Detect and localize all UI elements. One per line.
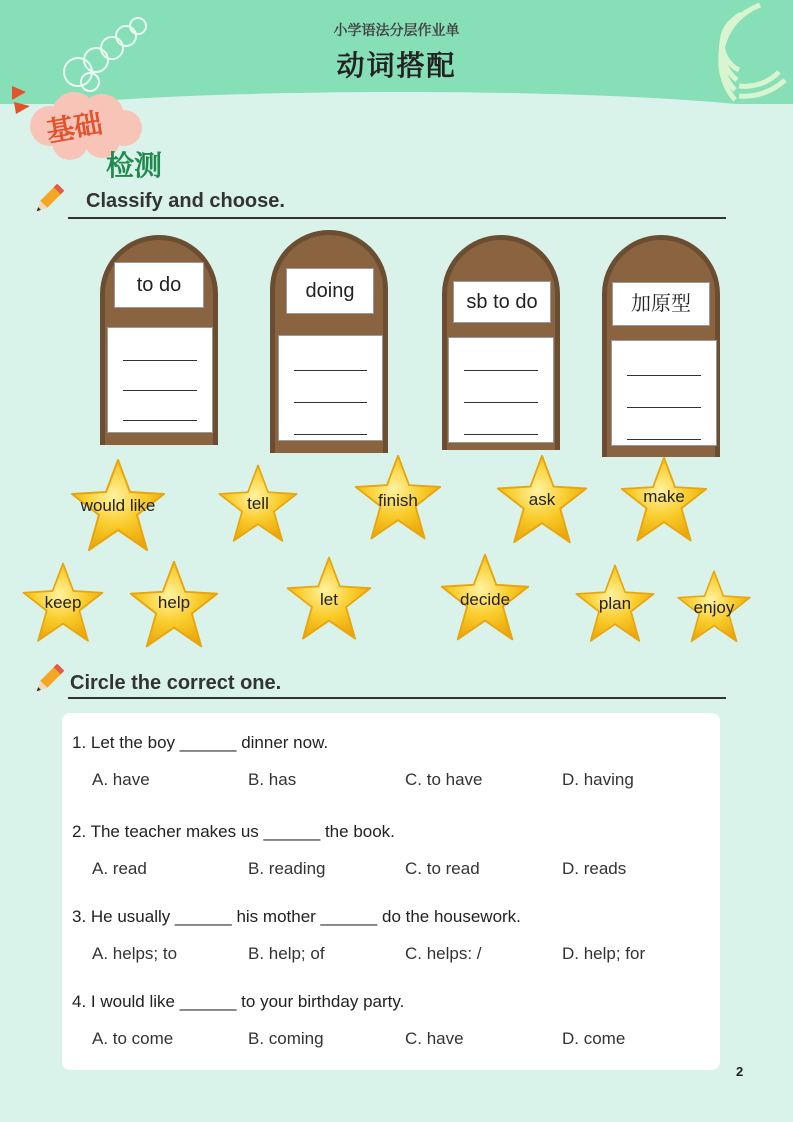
option[interactable]: C. helps: / <box>405 944 482 963</box>
worksheet-title: 动词搭配 <box>336 50 457 81</box>
answer-box[interactable] <box>278 335 383 441</box>
star-label: help <box>157 593 191 612</box>
star-label: finish <box>378 491 418 510</box>
star-label: tell <box>247 494 269 513</box>
question-text: 4. I would like ______ to your birthday party. <box>72 992 405 1011</box>
star-label: let <box>320 590 338 609</box>
door-label: to do <box>114 262 204 308</box>
answer-box[interactable] <box>107 327 213 433</box>
question-text: 3. He usually ______ his mother ______ do the housework. <box>72 907 521 926</box>
star-word[interactable] <box>284 552 374 646</box>
answer-box[interactable] <box>448 337 554 443</box>
option[interactable]: A. have <box>92 770 150 789</box>
option[interactable]: B. has <box>248 770 297 789</box>
option[interactable]: B. coming <box>248 1029 324 1048</box>
star-label: ask <box>528 490 556 509</box>
star-word[interactable] <box>494 452 590 548</box>
star-word[interactable] <box>68 454 168 558</box>
questions-card <box>62 713 720 1070</box>
question-text: 2. The teacher makes us ______ the book. <box>72 822 395 841</box>
option[interactable]: A. read <box>92 859 147 878</box>
option[interactable]: A. to come <box>92 1029 174 1048</box>
badge-label-test: 检测 <box>106 150 163 181</box>
option[interactable]: A. helps; to <box>92 944 178 963</box>
section-divider <box>68 697 726 699</box>
star-label: keep <box>44 593 82 612</box>
star-label: decide <box>459 590 511 609</box>
option[interactable]: C. to read <box>405 859 480 878</box>
option[interactable]: B. help; of <box>248 944 325 963</box>
pencil-icon <box>28 180 68 220</box>
section-heading-classify: Classify and choose. <box>86 190 285 212</box>
door-label: 加原型 <box>612 282 710 326</box>
star-word[interactable] <box>127 558 221 652</box>
star-word[interactable] <box>352 450 444 546</box>
answer-box[interactable] <box>611 340 717 446</box>
section-divider <box>68 217 726 219</box>
question-text: 1. Let the boy ______ dinner now. <box>72 733 329 752</box>
section-heading-circle: Circle the correct one. <box>70 672 282 694</box>
star-word[interactable] <box>216 460 300 548</box>
option[interactable]: D. reads <box>562 859 627 878</box>
option[interactable]: C. have <box>405 1029 464 1048</box>
door-to-do <box>100 235 218 445</box>
star-label: make <box>643 487 685 506</box>
option[interactable]: D. come <box>562 1029 626 1048</box>
pencil-icon <box>28 660 68 700</box>
star-word[interactable] <box>618 454 710 546</box>
option[interactable]: D. help; for <box>562 944 646 963</box>
star-label: enjoy <box>693 598 735 617</box>
star-label: plan <box>598 594 632 613</box>
star-word[interactable] <box>20 560 106 646</box>
door-label: sb to do <box>453 281 551 323</box>
option[interactable]: B. reading <box>248 859 326 878</box>
door-doing <box>270 230 388 453</box>
page-number: 2 <box>736 1064 744 1079</box>
door-sb-to-do <box>442 235 560 450</box>
badge-label-basic: 基础 <box>43 107 105 148</box>
star-word[interactable] <box>438 548 532 648</box>
star-word[interactable] <box>674 568 754 646</box>
star-label: would like <box>80 496 156 515</box>
door-label: doing <box>286 268 374 314</box>
option[interactable]: C. to have <box>405 770 483 789</box>
star-word[interactable] <box>572 562 658 646</box>
door-base-form <box>602 235 720 457</box>
option[interactable]: D. having <box>562 770 634 789</box>
worksheet-subtitle: 小学语法分层作业单 <box>333 22 460 38</box>
